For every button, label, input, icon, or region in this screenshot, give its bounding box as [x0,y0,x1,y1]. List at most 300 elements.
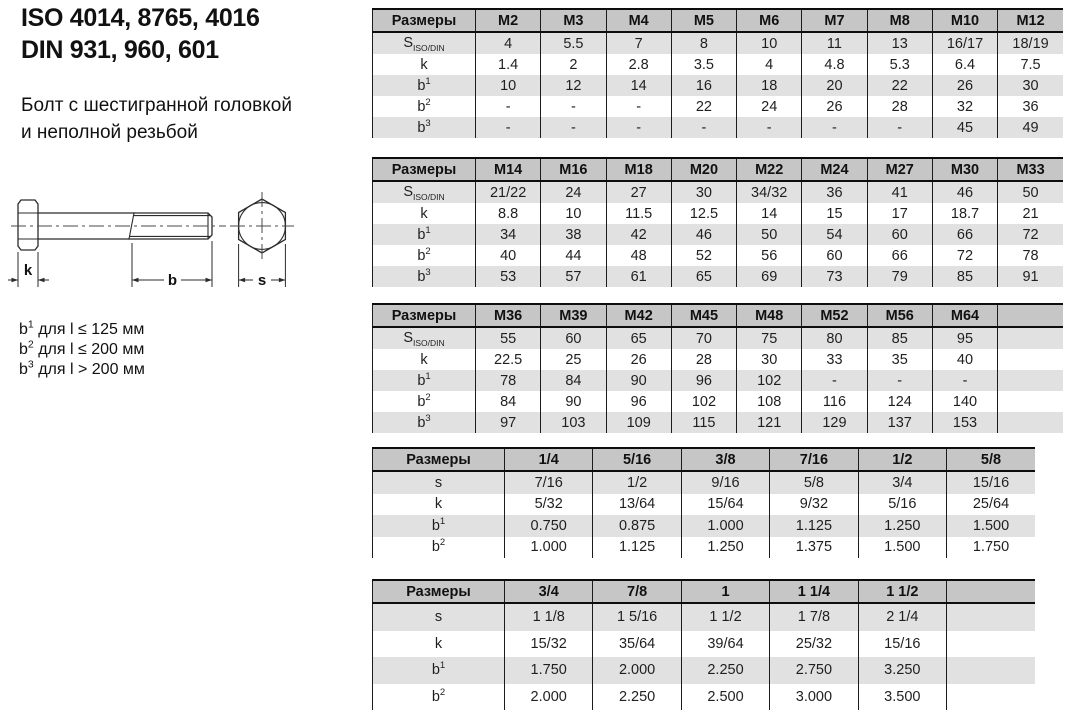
size-column-header: M5 [671,9,736,32]
value-cell: - [737,117,802,138]
size-column-header: 5/8 [947,448,1035,471]
size-column-header: M10 [932,9,997,32]
size-column-header: M22 [737,158,802,181]
value-cell [947,657,1035,684]
value-cell: 15/16 [858,631,946,658]
value-cell: 30 [671,181,736,203]
value-cell: - [867,117,932,138]
value-cell: 57 [541,266,606,287]
size-column-header: M39 [541,304,606,327]
value-cell: 153 [932,412,997,433]
value-cell: - [476,96,541,117]
table-row [373,96,1064,117]
corner-header-sizes: Размеры [373,158,476,181]
value-cell: 36 [998,96,1063,117]
value-cell [998,412,1063,433]
dimensions-table-imperial-large [372,579,1035,710]
table-row [373,515,1036,537]
size-column-header: M36 [476,304,541,327]
table-metric-large [372,303,1063,433]
value-cell: 48 [606,245,671,266]
row-label: k [373,54,476,75]
value-cell: 27 [606,181,671,203]
value-cell: 102 [737,370,802,391]
row-label: s [373,603,505,631]
value-cell: 1.250 [681,537,769,559]
value-cell: 10 [476,75,541,96]
table-row [373,266,1064,287]
value-cell: 96 [671,370,736,391]
value-cell: 79 [867,266,932,287]
value-cell: 85 [867,327,932,349]
size-column-header: M42 [606,304,671,327]
s-arrow-right [279,278,286,283]
value-cell: 2.250 [593,684,681,711]
value-cell: - [802,117,867,138]
value-cell: 5.3 [867,54,932,75]
row-label: $b^2$ [373,684,505,711]
value-cell: 1.375 [770,537,858,559]
table-row [373,224,1064,245]
value-cell: 84 [476,391,541,412]
value-cell: 5.5 [541,32,606,54]
table-header-row [373,580,1036,603]
value-cell: 13 [867,32,932,54]
value-cell: 34/32 [737,181,802,203]
value-cell: 42 [606,224,671,245]
product-description-line1: Болт с шестигранной головкой [21,95,292,116]
row-label: k [373,349,476,370]
value-cell: 60 [867,224,932,245]
value-cell: 2.8 [606,54,671,75]
value-cell: 3.500 [858,684,946,711]
row-label: $b^1$ [373,657,505,684]
value-cell: 69 [737,266,802,287]
value-cell: 90 [541,391,606,412]
value-cell: 7/16 [505,471,593,494]
value-cell: 0.750 [505,515,593,537]
value-cell: - [606,96,671,117]
value-cell: 45 [932,117,997,138]
value-cell: 38 [541,224,606,245]
value-cell: 7.5 [998,54,1063,75]
value-cell: 41 [867,181,932,203]
b-arrow-right [206,278,213,283]
footnotes-block [19,320,145,380]
value-cell: 44 [541,245,606,266]
value-cell: 21 [998,203,1063,224]
dimensions-table-imperial-small [372,447,1035,558]
value-cell [998,370,1063,391]
b-dimension-label: b [167,272,178,289]
value-cell: 20 [802,75,867,96]
bolt-technical-drawing [8,188,320,312]
value-cell [998,391,1063,412]
value-cell: - [541,96,606,117]
value-cell: 40 [932,349,997,370]
size-column-header: M33 [998,158,1063,181]
table-row [373,391,1064,412]
value-cell: 0.875 [593,515,681,537]
row-label: k [373,631,505,658]
value-cell: 32 [932,96,997,117]
value-cell: 11 [802,32,867,54]
value-cell: 54 [802,224,867,245]
table-metric-small [372,8,1063,138]
k-arrow-right [38,278,45,283]
table-row [373,349,1064,370]
value-cell: 24 [541,181,606,203]
value-cell: 60 [541,327,606,349]
value-cell: 1.750 [505,657,593,684]
value-cell: 3.5 [671,54,736,75]
size-column-header: M7 [802,9,867,32]
value-cell: 22 [671,96,736,117]
corner-header-sizes: Размеры [373,580,505,603]
value-cell: 13/64 [593,494,681,516]
value-cell: 2 1/4 [858,603,946,631]
size-column-header: M52 [802,304,867,327]
value-cell: 73 [802,266,867,287]
value-cell: 25 [541,349,606,370]
value-cell: 39/64 [681,631,769,658]
value-cell: 33 [802,349,867,370]
value-cell: 17 [867,203,932,224]
dimension-b [132,241,212,289]
value-cell: 75 [737,327,802,349]
table-header-row [373,448,1036,471]
value-cell: 2.000 [593,657,681,684]
value-cell: 18.7 [932,203,997,224]
size-column-header: M18 [606,158,671,181]
value-cell: 1.125 [593,537,681,559]
value-cell: 11.5 [606,203,671,224]
value-cell: 40 [476,245,541,266]
value-cell: 108 [737,391,802,412]
k-arrow-left [12,278,19,283]
value-cell: 2.000 [505,684,593,711]
value-cell: 15 [802,203,867,224]
value-cell: 22 [867,75,932,96]
value-cell: 78 [476,370,541,391]
size-column-header: 1 [681,580,769,603]
table-row [373,117,1064,138]
value-cell: 1.4 [476,54,541,75]
value-cell: 80 [802,327,867,349]
row-label: $b^2$ [373,537,505,559]
footnote: $b^1$ для l ≤ 125 мм [19,318,145,338]
value-cell: 1 1/8 [505,603,593,631]
b-arrow-left [132,278,139,283]
value-cell: 28 [671,349,736,370]
value-cell: 26 [606,349,671,370]
value-cell: 36 [802,181,867,203]
value-cell: 28 [867,96,932,117]
value-cell: 18/19 [998,32,1063,54]
value-cell: 25/64 [947,494,1035,516]
table-row [373,537,1036,559]
value-cell: 16/17 [932,32,997,54]
row-label: $S_{ISO/DIN}$ [373,327,476,349]
value-cell: - [932,370,997,391]
value-cell: 137 [867,412,932,433]
size-column-header: 5/16 [593,448,681,471]
corner-header-sizes: Размеры [373,304,476,327]
value-cell: 12.5 [671,203,736,224]
product-description-line2: и неполной резьбой [21,122,198,143]
row-label: $b^3$ [373,117,476,138]
size-column-header: 3/8 [681,448,769,471]
value-cell: 52 [671,245,736,266]
row-label: $b^2$ [373,391,476,412]
row-label: k [373,203,476,224]
value-cell: - [802,370,867,391]
dimensions-table-metric-small [372,8,1063,138]
value-cell: 1 7/8 [770,603,858,631]
value-cell: 1.000 [681,515,769,537]
value-cell: 140 [932,391,997,412]
value-cell: - [476,117,541,138]
value-cell: 1.750 [947,537,1035,559]
value-cell: 1.125 [770,515,858,537]
value-cell: 46 [932,181,997,203]
value-cell: 78 [998,245,1063,266]
value-cell: 30 [998,75,1063,96]
value-cell: 4.8 [802,54,867,75]
size-column-header: M16 [541,158,606,181]
value-cell: 2.500 [681,684,769,711]
value-cell: - [867,370,932,391]
dimensions-table-metric-medium [372,157,1063,287]
value-cell: 85 [932,266,997,287]
table-row [373,603,1036,631]
size-column-header: 1/4 [505,448,593,471]
footnote: $b^2$ для l ≤ 200 мм [19,338,145,358]
value-cell: 4 [476,32,541,54]
value-cell: 1 5/16 [593,603,681,631]
table-imperial-small [372,447,1035,558]
value-cell: 35 [867,349,932,370]
value-cell: 66 [932,224,997,245]
value-cell: 50 [998,181,1063,203]
size-column-header: M27 [867,158,932,181]
iso-standards-line: ISO 4014, 8765, 4016 [21,4,260,32]
value-cell: 95 [932,327,997,349]
value-cell: 10 [541,203,606,224]
size-column-header: M45 [671,304,736,327]
value-cell: 5/8 [770,471,858,494]
size-column-header: M20 [671,158,736,181]
value-cell: 1.500 [858,537,946,559]
value-cell: 35/64 [593,631,681,658]
value-cell: 72 [932,245,997,266]
size-column-header: M12 [998,9,1063,32]
table-row [373,54,1064,75]
table-row [373,327,1064,349]
value-cell: 5/16 [858,494,946,516]
size-column-header: M8 [867,9,932,32]
value-cell: 1.500 [947,515,1035,537]
value-cell: 61 [606,266,671,287]
value-cell: 109 [606,412,671,433]
value-cell: 15/32 [505,631,593,658]
size-column-header: M4 [606,9,671,32]
s-arrow-left [239,278,246,283]
value-cell: 26 [932,75,997,96]
corner-header-sizes: Размеры [373,9,476,32]
value-cell: - [671,117,736,138]
corner-header-sizes: Размеры [373,448,505,471]
table-row [373,494,1036,516]
value-cell: 8 [671,32,736,54]
value-cell [998,327,1063,349]
value-cell: 16 [671,75,736,96]
value-cell: 5/32 [505,494,593,516]
table-row [373,412,1064,433]
row-label: $b^2$ [373,96,476,117]
dimension-k [8,252,49,287]
table-row [373,181,1064,203]
size-column-header: 1 1/2 [858,580,946,603]
row-label: $b^1$ [373,515,505,537]
value-cell: 124 [867,391,932,412]
value-cell: 2 [541,54,606,75]
value-cell: 6.4 [932,54,997,75]
size-column-header: 7/16 [770,448,858,471]
value-cell: 115 [671,412,736,433]
value-cell: 26 [802,96,867,117]
row-label: k [373,494,505,516]
value-cell: 10 [737,32,802,54]
value-cell: 34 [476,224,541,245]
value-cell: 14 [606,75,671,96]
value-cell: 12 [541,75,606,96]
value-cell: 4 [737,54,802,75]
value-cell: 129 [802,412,867,433]
din-standards-line: DIN 931, 960, 601 [21,36,219,64]
size-column-header: 1 1/4 [770,580,858,603]
bolt-head-outline [18,200,38,250]
value-cell: 102 [671,391,736,412]
value-cell: 30 [737,349,802,370]
row-label: $S_{ISO/DIN}$ [373,32,476,54]
value-cell: 103 [541,412,606,433]
size-column-header: 1/2 [858,448,946,471]
value-cell: 15/16 [947,471,1035,494]
value-cell: 25/32 [770,631,858,658]
size-column-header: M30 [932,158,997,181]
value-cell: 8.8 [476,203,541,224]
value-cell: 53 [476,266,541,287]
table-row [373,370,1064,391]
empty-column-header [947,580,1035,603]
k-dimension-label: k [23,262,33,279]
value-cell: 9/32 [770,494,858,516]
table-row [373,245,1064,266]
bolt-hex-end-view [230,192,294,260]
value-cell: 70 [671,327,736,349]
bolt-side-view [11,200,226,250]
row-label: $b^1$ [373,370,476,391]
value-cell: 46 [671,224,736,245]
value-cell [998,349,1063,370]
value-cell: 1.000 [505,537,593,559]
value-cell: 50 [737,224,802,245]
value-cell: 116 [802,391,867,412]
row-label: $b^1$ [373,224,476,245]
size-column-header: M14 [476,158,541,181]
table-row [373,631,1036,658]
table-header-row [373,304,1064,327]
table-row [373,32,1064,54]
row-label: $b^3$ [373,412,476,433]
size-column-header: M3 [541,9,606,32]
footnote: $b^3$ для l > 200 мм [19,358,145,378]
row-label: $S_{ISO/DIN}$ [373,181,476,203]
value-cell: 121 [737,412,802,433]
table-metric-medium [372,157,1063,287]
row-label: $b^1$ [373,75,476,96]
value-cell: 84 [541,370,606,391]
value-cell: 18 [737,75,802,96]
value-cell: 55 [476,327,541,349]
size-column-header: M6 [737,9,802,32]
size-column-header: 3/4 [505,580,593,603]
product-description [21,92,292,146]
table-imperial-large [372,579,1035,710]
value-cell: 3/4 [858,471,946,494]
value-cell: 90 [606,370,671,391]
table-row [373,657,1036,684]
value-cell: 97 [476,412,541,433]
value-cell: 7 [606,32,671,54]
table-header-row [373,9,1064,32]
value-cell: 91 [998,266,1063,287]
value-cell: 60 [802,245,867,266]
size-column-header: M64 [932,304,997,327]
row-label: $b^2$ [373,245,476,266]
value-cell: 66 [867,245,932,266]
value-cell: 9/16 [681,471,769,494]
value-cell: 49 [998,117,1063,138]
value-cell: 65 [606,327,671,349]
size-column-header: M48 [737,304,802,327]
row-label: $b^3$ [373,266,476,287]
value-cell [947,631,1035,658]
value-cell: 21/22 [476,181,541,203]
size-column-header: 7/8 [593,580,681,603]
value-cell: - [541,117,606,138]
value-cell: 2.250 [681,657,769,684]
value-cell: 22.5 [476,349,541,370]
standards-title [21,2,260,66]
value-cell: 1/2 [593,471,681,494]
value-cell: 96 [606,391,671,412]
s-dimension-label: s [257,272,267,289]
value-cell: - [606,117,671,138]
value-cell: 3.250 [858,657,946,684]
value-cell: 2.750 [770,657,858,684]
table-header-row [373,158,1064,181]
value-cell: 56 [737,245,802,266]
size-column-header: M2 [476,9,541,32]
value-cell: 1 1/2 [681,603,769,631]
table-row [373,75,1064,96]
value-cell: 24 [737,96,802,117]
value-cell: 72 [998,224,1063,245]
value-cell: 65 [671,266,736,287]
value-cell: 15/64 [681,494,769,516]
